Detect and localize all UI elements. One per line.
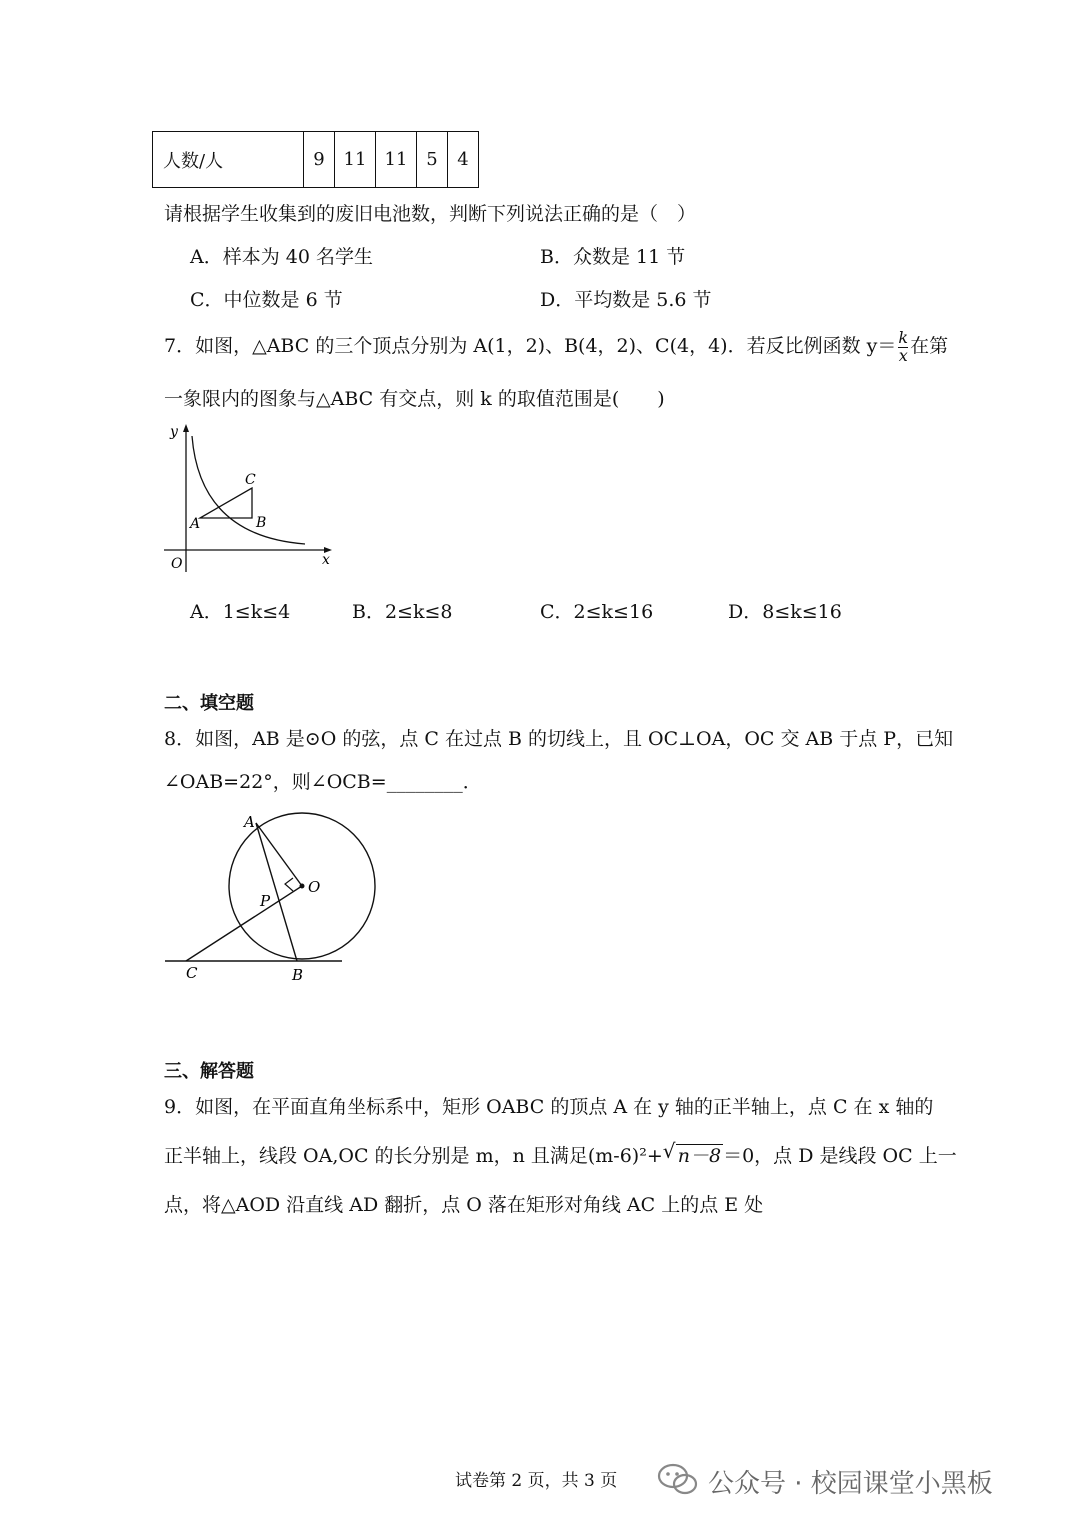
q9-line2 xyxy=(164,1141,957,1168)
square-root xyxy=(663,1141,723,1168)
watermark-text: 公众号 · 校园课堂小黑板 xyxy=(708,1469,993,1499)
q7-option-d: D．8≤k≤16 xyxy=(728,601,842,623)
table-cell: 11 xyxy=(376,132,417,188)
page-footer: 试卷第 2 页，共 3 页 xyxy=(455,1471,618,1491)
q9-line2-tail: ＝0，点 D 是线段 OC 上一 xyxy=(723,1145,957,1167)
radical-sign-icon: √ xyxy=(662,1139,676,1163)
q6-option-a: A．样本为 40 名学生 xyxy=(190,246,373,268)
section-heading-answer: 三、解答题 xyxy=(164,1061,254,1082)
wechat-icon xyxy=(656,1462,700,1498)
point-c-label: C xyxy=(186,964,198,982)
q7-option-a: A．1≤k≤4 xyxy=(190,601,291,623)
q8-line2: ∠OAB=22°，则∠OCB=________． xyxy=(164,771,482,793)
point-a-label: A xyxy=(190,516,201,532)
segment-oa xyxy=(256,823,302,886)
point-b-label: B xyxy=(292,966,304,984)
point-c-label: C xyxy=(245,472,256,488)
q9-line3: 点，将△AOD 沿直线 AD 翻折，点 O 落在矩形对角线 AC 上的点 E 处 xyxy=(164,1194,764,1216)
q7-option-c: C．2≤k≤16 xyxy=(540,601,654,623)
table-cell: 11 xyxy=(335,132,376,188)
point-b-label: B xyxy=(256,515,267,531)
q7-figure xyxy=(150,418,350,578)
table-cell: 5 xyxy=(417,132,448,188)
center-point xyxy=(300,884,305,889)
table-row xyxy=(153,132,479,188)
point-o-label: O xyxy=(308,878,321,896)
segment-oc xyxy=(186,886,302,961)
q7-line1-text: 7．如图，△ABC 的三个顶点分别为 A(1，2)、B(4，2)、C(4，4)．若反比例函数 y＝ xyxy=(164,335,897,357)
table-cell: 4 xyxy=(448,132,479,188)
table-cell: 9 xyxy=(304,132,335,188)
q8-figure xyxy=(160,808,390,988)
q9-line2-text: 正半轴上，线段 OA,OC 的长分别是 m，n 且满足(m-6)²+ xyxy=(164,1145,663,1167)
q6-stem: 请根据学生收集到的废旧电池数，判断下列说法正确的是（ ） xyxy=(164,203,697,225)
q6-option-d: D．平均数是 5.6 节 xyxy=(540,289,712,311)
q7-line1-tail: 在第 xyxy=(910,335,949,357)
q7-option-b: B．2≤k≤8 xyxy=(352,601,453,623)
q7-line1 xyxy=(164,326,948,366)
q6-option-b: B．众数是 11 节 xyxy=(540,246,686,268)
q8-line1: 8．如图，AB 是⊙O 的弦，点 C 在过点 B 的切线上，且 OC⊥OA，OC 交 AB 于点 P，已知 xyxy=(164,728,954,750)
x-axis-label: x xyxy=(322,552,330,568)
table-row-label: 人数/人 xyxy=(153,132,304,188)
point-a-label: A xyxy=(244,813,255,831)
radicand: n－8 xyxy=(677,1145,722,1167)
fraction-numerator: k xyxy=(898,328,909,347)
point-p-label: P xyxy=(260,892,271,910)
q7-line2: 一象限内的图象与△ABC 有交点，则 k 的取值范围是( ) xyxy=(164,388,665,410)
right-angle-mark xyxy=(285,878,293,891)
fraction-denominator: x xyxy=(898,346,908,365)
y-axis-arrow-icon xyxy=(183,424,189,432)
y-axis-label: y xyxy=(170,424,178,440)
q6-option-c: C．中位数是 6 节 xyxy=(190,289,343,311)
battery-count-table xyxy=(152,131,479,188)
origin-label: O xyxy=(171,556,183,572)
q9-line1: 9．如图，在平面直角坐标系中，矩形 OABC 的顶点 A 在 y 轴的正半轴上，点 C 在 x 轴的 xyxy=(164,1096,934,1118)
k-over-x-fraction xyxy=(898,330,908,364)
section-heading-fill-blank: 二、填空题 xyxy=(164,693,254,714)
